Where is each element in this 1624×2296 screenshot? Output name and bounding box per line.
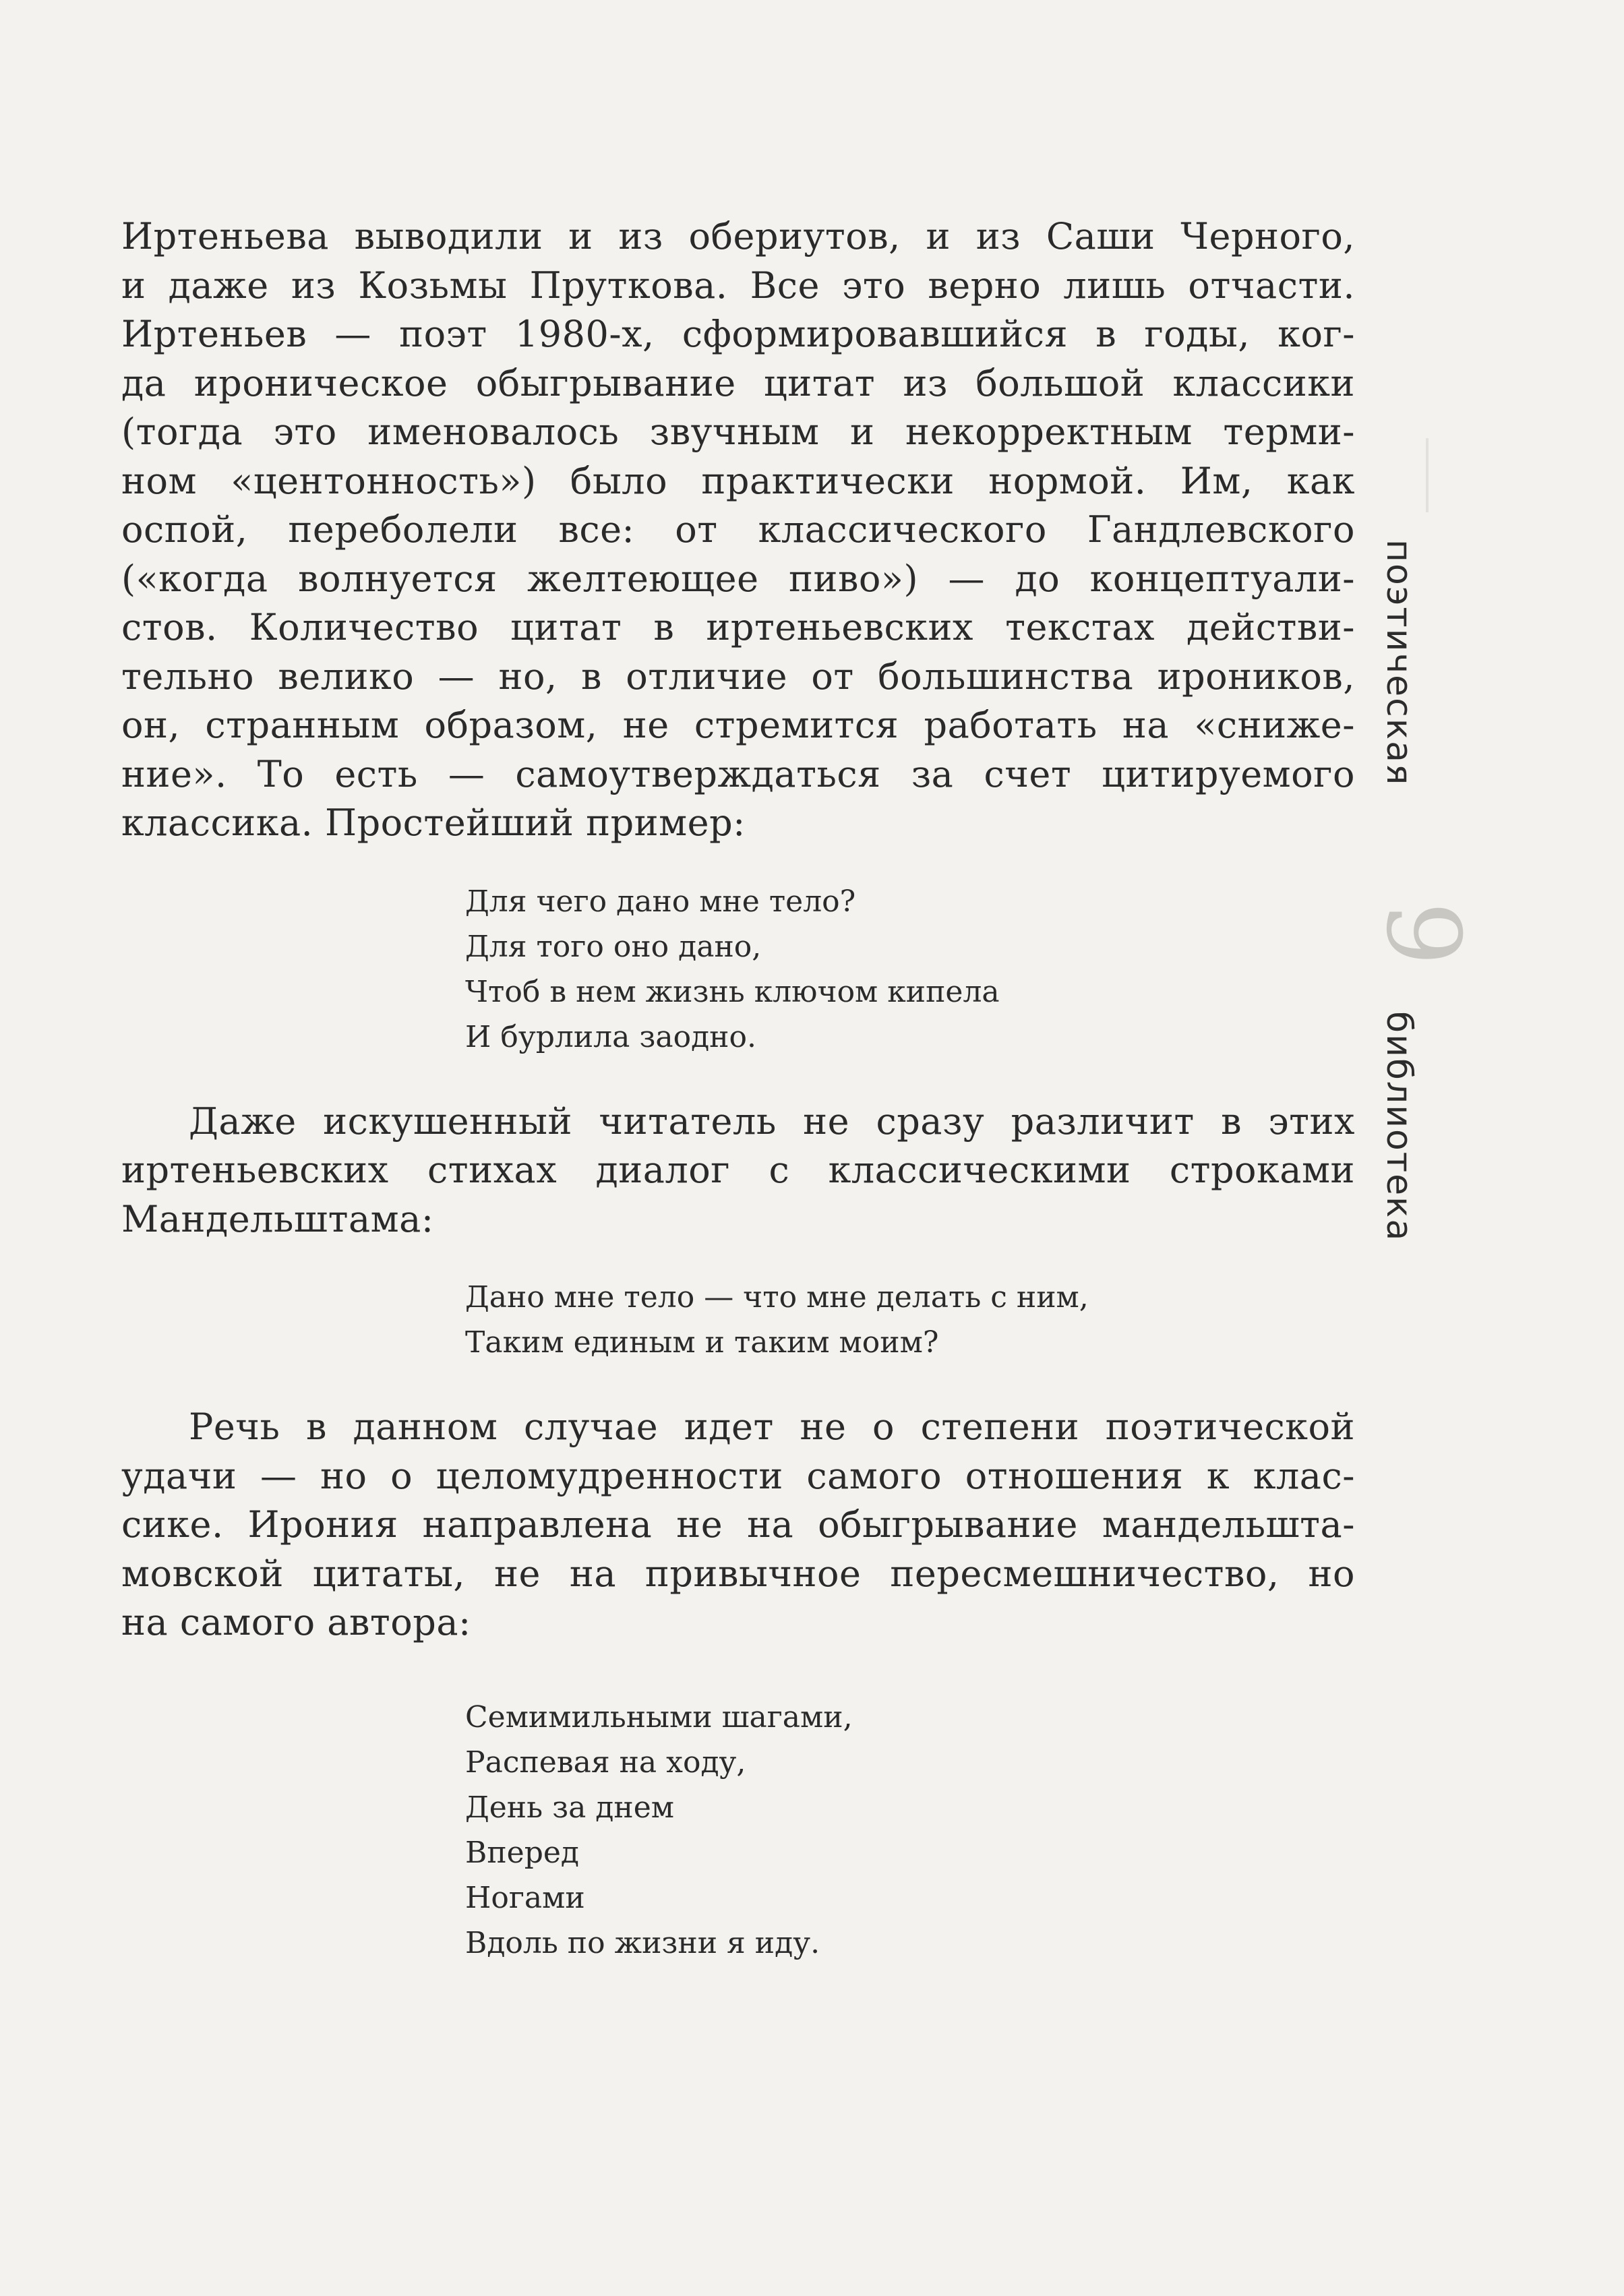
text-line: (тогда это именовалось звучным и некорректным терми- xyxy=(121,411,1355,453)
text-line: Мандельштама: xyxy=(121,1197,434,1240)
series-number: 9 xyxy=(1364,901,1481,966)
text-line: Иртеньев — поэт 1980-х, сформировавшийся в годы, ког- xyxy=(121,313,1355,355)
verse-line: Семимильными шагами, xyxy=(465,1699,853,1734)
text-line: Даже искушенный читатель не сразу различит в этих xyxy=(189,1099,1355,1143)
text-line: классика. Простейший пример: xyxy=(121,802,746,844)
text-line: и даже из Козьмы Пруткова. Все это верно лишь отчасти. xyxy=(121,264,1355,307)
text-line: сике. Ирония направлена не на обыгрывание мандельшта- xyxy=(121,1503,1355,1546)
page-text xyxy=(121,212,1355,1966)
verse-line: Ногами xyxy=(465,1880,585,1915)
text-line: Речь в данном случае идет не о степени поэтической xyxy=(189,1406,1355,1448)
running-head-word-2: библиотека xyxy=(1379,1011,1419,1242)
text-line: удачи — но о целомудренности самого отношения к клас- xyxy=(121,1454,1355,1497)
text-line: иртеньевских стихах диалог с классическими строками xyxy=(121,1149,1355,1191)
poem-1 xyxy=(121,879,1355,1060)
verse-line: Для того оно дано, xyxy=(465,929,762,964)
verse-line: Вдоль по жизни я иду. xyxy=(465,1925,820,1960)
verse-line: Для чего дано мне тело? xyxy=(465,884,856,919)
paragraph-3 xyxy=(121,1403,1355,1648)
poem-2 xyxy=(121,1275,1355,1365)
text-line: («когда волнуется желтеющее пиво») — до концептуали- xyxy=(121,557,1355,600)
text-line: ном «центонность») было практически нормой. Им, как xyxy=(121,459,1355,502)
text-line: тельно велико — но, в отличие от большинства ироников, xyxy=(121,655,1355,698)
text-line: он, странным образом, не стремится работать на «сниже- xyxy=(121,704,1355,746)
text-line: Иртеньева выводили и из обериутов, и из Саши Черного, xyxy=(121,215,1355,258)
text-line: да ироническое обыгрывание цитат из большой классики xyxy=(121,361,1355,404)
verse-line: Вперед xyxy=(465,1835,579,1870)
verse-line: И бурлила заодно. xyxy=(465,1019,756,1054)
verse-line: Распевая на ходу, xyxy=(465,1745,746,1780)
verse-line: Чтоб в нем жизнь ключом кипела xyxy=(465,974,1000,1009)
paragraph-1 xyxy=(121,212,1355,848)
poem-3 xyxy=(121,1695,1355,1966)
paragraph-2 xyxy=(121,1097,1355,1244)
running-head-word-1: поэтическая xyxy=(1379,539,1419,787)
running-head-ornament xyxy=(1426,438,1449,512)
verse-line: Таким единым и таким моим? xyxy=(465,1325,939,1360)
verse-line: Дано мне тело — что мне делать с ним, xyxy=(465,1280,1089,1315)
text-line: ние». То есть — самоутверждаться за счет цитируемого xyxy=(121,752,1355,795)
verse-line: День за днем xyxy=(465,1790,674,1825)
text-line: оспой, переболели все: от классического Гандлевского xyxy=(121,508,1355,551)
text-line: на самого автора: xyxy=(121,1601,471,1643)
text-line: стов. Количество цитат в иртеньевских текстах действи- xyxy=(121,606,1355,648)
text-line: мовской цитаты, не на привычное пересмешничество, но xyxy=(121,1552,1355,1595)
